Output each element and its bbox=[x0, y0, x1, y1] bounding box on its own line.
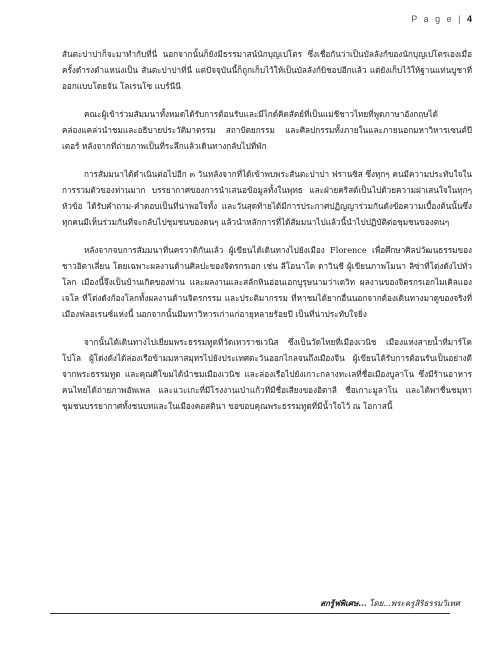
footer-author: โดย...พระครูสิริธรรมวิเทศ bbox=[369, 599, 460, 608]
paragraph-5: จากนั้นได้เดินทางไปเยี่ยมพระธรรมทูตที่วัดเทวราชเวนิส ซึ่งเป็นวัดไทยที่เมืองเวนิช เมืองแห่งสายน้ำที่มาร์โคโปโล ผู้โด่งดังได้ล่องเรือข้ามมหาสมุทรไปยังประเทศตะวันออกไกลจนถึงเมืองจีน ผู้เขียนได้รับการต้อนรับเป็นอย่างดีจากพระธรรมทูต และคุณศิโฆมได้นำชมเมืองเวนิช และล่องเรือไปยังเกาะกลางทะเลที่ชื่อเมืองบูลาโน ซึ่งมีร้านอาหารคนไทยได้ถ่ายภาพอัพเพล และแวะเกะที่มีโรงงานเป่าแก้วที่มีชื่อเสียงของอิตาลี ชื่อเกาะมูลาโน และได้พาชื่นชมุหาชุมชนบรรยากาศทั้งชนบทและในเมืองคอสตินา ขอขอบคุณพระธรรมทูตที่มีน้ำใจไว้ ณ โอกาสนี้ bbox=[62, 337, 472, 411]
body-text bbox=[62, 46, 472, 426]
page-number: 4 bbox=[466, 14, 474, 24]
page-header bbox=[411, 14, 474, 24]
paragraph-4: หลังจากจบการสัมมนาที่นครวาติกันแล้ว ผู้เขียนได้เดินทางไปยังเมือง Florence เพื่อศึกษาศิลปวัฒนธรรมของชาวอิตาเลี่ยน โดยเฉพาะผลงานด้านศิลปะของจิตรกรเอก เช่น ลีโอนาโด ดาวินชี ผู้เขียนภาพโมนา ลิซ่าที่โด่งดังไปทั่วโลก เมืองนี้จึงเป็นบ้านเกิดของท่าน และผลงานและสลักหินอ่อนเอกบูรุษนามว่าเดวิท ผลงานของจิตรกรเอกไมเคิลแองเจโล ที่โด่งดังก้องโลกทั้งผลงานด้านจิตรกรรม และประติมากรรม ที่หาชมได้ยากอื่นนอกจากต้องเดินทางมาดูของจริงที่เมืองฟลอเรนซ์แห่งนี้ นอกจากนั้นมีมหาวิหารเก่าแก่อายุหลายร้อยปี เป็นที่น่าประทับใจยิ่ง bbox=[62, 245, 472, 319]
paragraph-3: การสัมมนาได้ดำเนินต่อไปอีก ๓ วันหลังจากที่ได้เข้าพบพระสันตะปาปา ฟรานซิส ซึ่งทุกๆ คนมีความประทับใจในการรวมตัวของท่านมาก บรรยากาศของการนำเสนอข้อมูลทั้งในพุทธ และฝ่ายคริสต์เป็นไปด้วยความผ่าเสนใจในทุกๆหัวข้อ ได้รับคำถาม-คำตอบเป็นที่น่าพอใจทั้ง และวันสุดท้ายได้มีการประกาศปฏิญญาร่วมกันดังข้อความเบื้องต้นนั้นซึ่งทุกคนมีเห็นร่วมกันที่จะกลับไปชุมชนของตนๆ แล้วนำหลักการที่ได้สัมมนาไปแล้วนี้นำไปปฏิบัติต่อชุมชนของตนๆ bbox=[62, 169, 472, 227]
paragraph-2: คณะผู้เข้าร่วมสัมมนาทั้งหมดได้รับการต้อนรับและมีไกด์คิดสัตย์ที่เป็นแม่ชีชาวไทยที่พูดภาษาอังกฤษได้คล่องแคล่วนำชมและอธิบายประวัติมาตรรม สถาปัตยกรรม และศิลปกรรมทั้งภายในและภายนอกมหาวิหารเซนต์ปีเตอร์ หลังจากที่ถ่ายภาพเป็นที่ระลึกแล้วเดินทางกลับไปที่พัก bbox=[62, 109, 472, 151]
page-label: P a g e bbox=[411, 14, 454, 24]
paragraph-1: สันตะปาปาก็จะมาทำกับที่นี่ นอกจากนั้นก็ยังมีธรรมาสน์นักบุญเปโตร ซึ่งเชื่อกันว่าเป็นบัลลังก์ของนักบุญเปโตรเองเมื่อครั้งดำรงตำแหน่งเป็น สันตะปาปาที่นี่ แต่ปัจจุบันนี้ก็ถูกเก็บไว้ให้เป็นบัลลังก์บิชอปอีกแล้ว แต่ยังเก็บไว้ให้ฐานแท่นบูชาที่ออกแบบโดยจัน โลเรนโซ แบร์นีนี bbox=[62, 49, 472, 91]
header-separator: | bbox=[458, 14, 463, 24]
footer-rule bbox=[50, 613, 450, 614]
footer-title: สกรู้ฟพิเศษ... bbox=[320, 598, 367, 608]
page-footer bbox=[320, 597, 460, 610]
